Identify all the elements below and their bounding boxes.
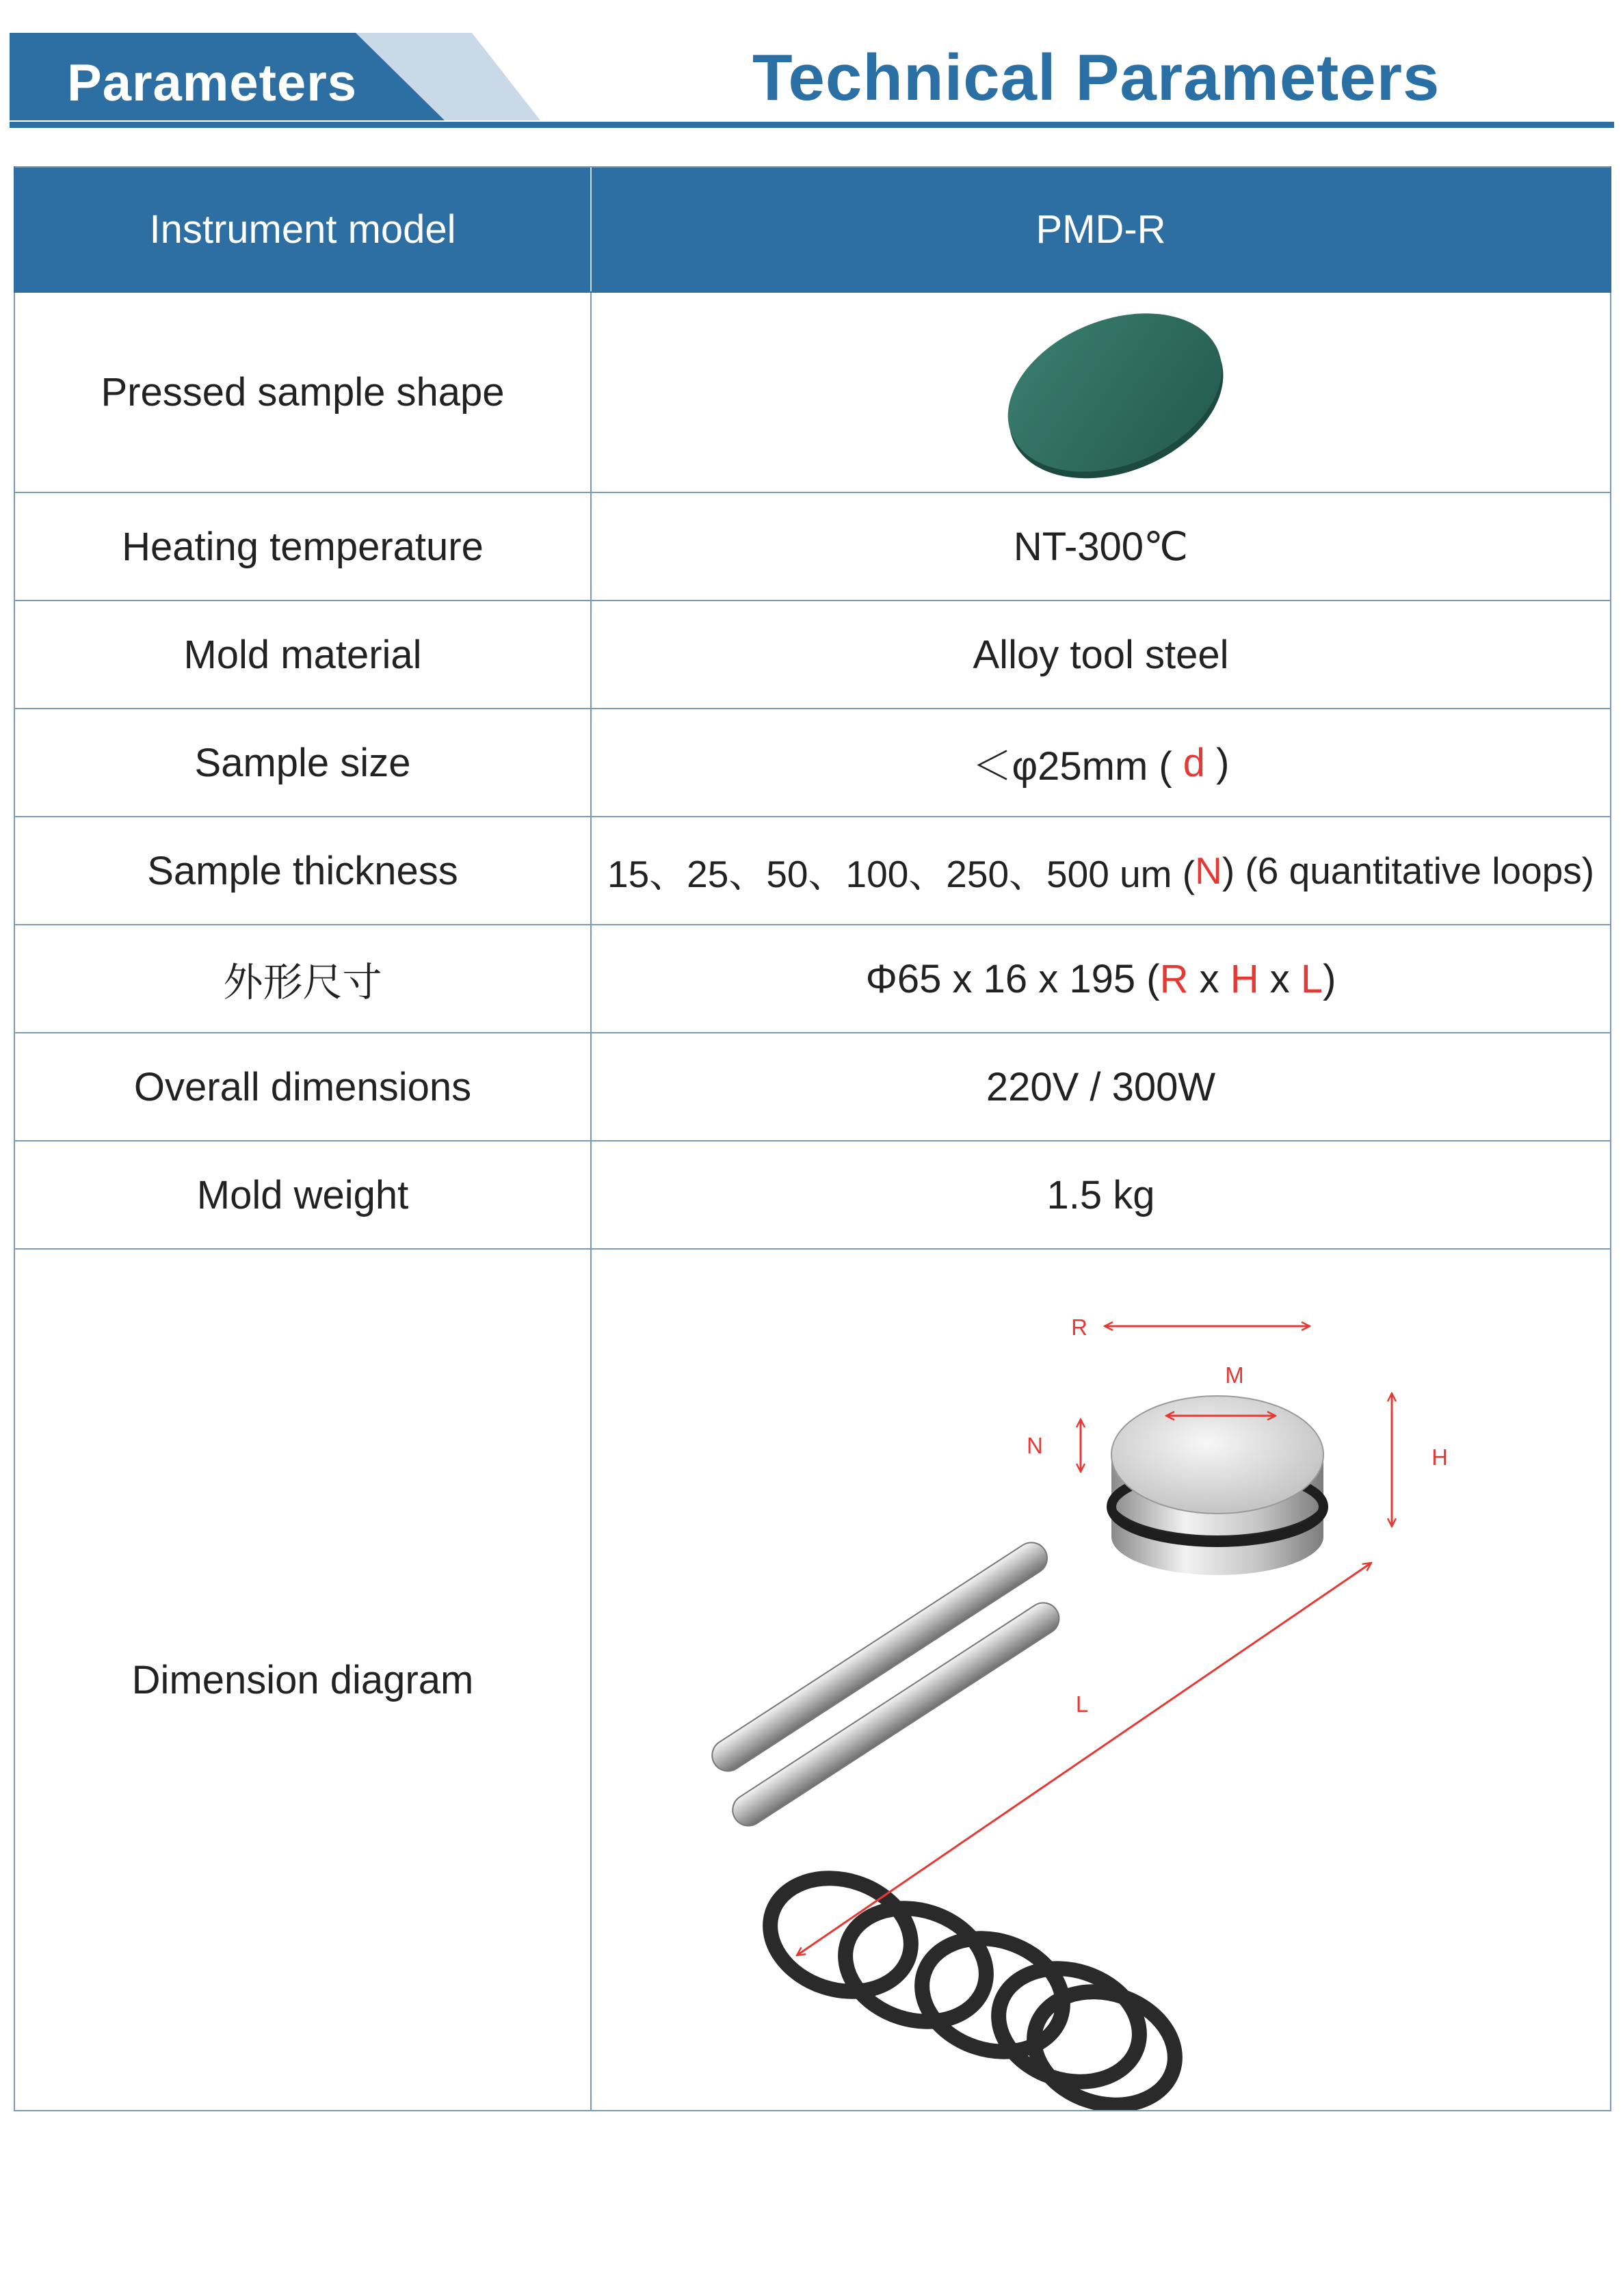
table-row	[14, 601, 1611, 709]
table-row	[14, 1142, 1611, 1250]
mark-r: R	[1159, 956, 1189, 1001]
row-value	[592, 293, 1610, 492]
value-text: ) (6 quantitative loops)	[1222, 849, 1595, 892]
label-n: N	[1027, 1433, 1043, 1458]
handle-rods	[706, 1537, 1065, 1832]
row-label: 外形尺寸	[15, 925, 592, 1032]
table-row	[14, 1250, 1611, 2111]
row-label: Dimension diagram	[15, 1250, 592, 2110]
value-text: Φ65 x 16 x 195 (	[865, 956, 1160, 1001]
header-value-cell: PMD-R	[1035, 207, 1166, 252]
value-text: x	[1188, 956, 1230, 1001]
header-tab-label: Parameters	[67, 54, 358, 112]
mark-h: H	[1230, 956, 1259, 1001]
value-text: x	[1258, 956, 1301, 1001]
header-divider	[10, 122, 1614, 128]
row-value: 220V / 300W	[986, 1064, 1216, 1109]
row-value	[592, 925, 1610, 1032]
value-text: ＜φ25mm (	[972, 744, 1183, 789]
label-l: L	[1075, 1691, 1089, 1717]
row-value	[592, 817, 1610, 924]
header-label-cell: Instrument model	[15, 168, 592, 291]
row-value: Alloy tool steel	[973, 632, 1229, 677]
table-row	[14, 293, 1611, 493]
pressed-disk-image	[592, 293, 1613, 493]
mark-l: L	[1300, 956, 1323, 1001]
row-label: Heating temperature	[15, 493, 592, 600]
dimension-diagram	[592, 1250, 1611, 2110]
value-text: )	[1323, 956, 1336, 1001]
table-row	[14, 1033, 1611, 1142]
table-row	[14, 925, 1611, 1033]
page-title: Technical Parameters	[752, 41, 1440, 114]
row-label: Overall dimensions	[15, 1033, 592, 1140]
mark-d: d	[1183, 740, 1206, 785]
row-label: Sample size	[15, 709, 592, 816]
label-m: M	[1225, 1362, 1244, 1388]
table-row	[14, 493, 1611, 601]
label-r: R	[1071, 1315, 1087, 1340]
row-label: Mold material	[15, 601, 592, 708]
row-value: 1.5 kg	[1046, 1172, 1155, 1217]
value-text: )	[1205, 740, 1230, 785]
row-label: Sample thickness	[15, 817, 592, 924]
mold-body	[1111, 1396, 1323, 1575]
quantitative-rings	[755, 1860, 1189, 2110]
row-label: Mold weight	[15, 1142, 592, 1248]
value-text: 15、25、50、100、250、500 um (	[607, 852, 1196, 895]
table-row	[14, 709, 1611, 817]
mark-n: N	[1195, 849, 1222, 892]
row-value: NT-300℃	[1013, 525, 1189, 569]
row-label: Pressed sample shape	[15, 293, 592, 492]
label-h: H	[1431, 1444, 1448, 1470]
table-row	[14, 817, 1611, 925]
table-header-row	[14, 166, 1611, 293]
page-header	[0, 0, 1623, 137]
row-value	[592, 709, 1610, 816]
